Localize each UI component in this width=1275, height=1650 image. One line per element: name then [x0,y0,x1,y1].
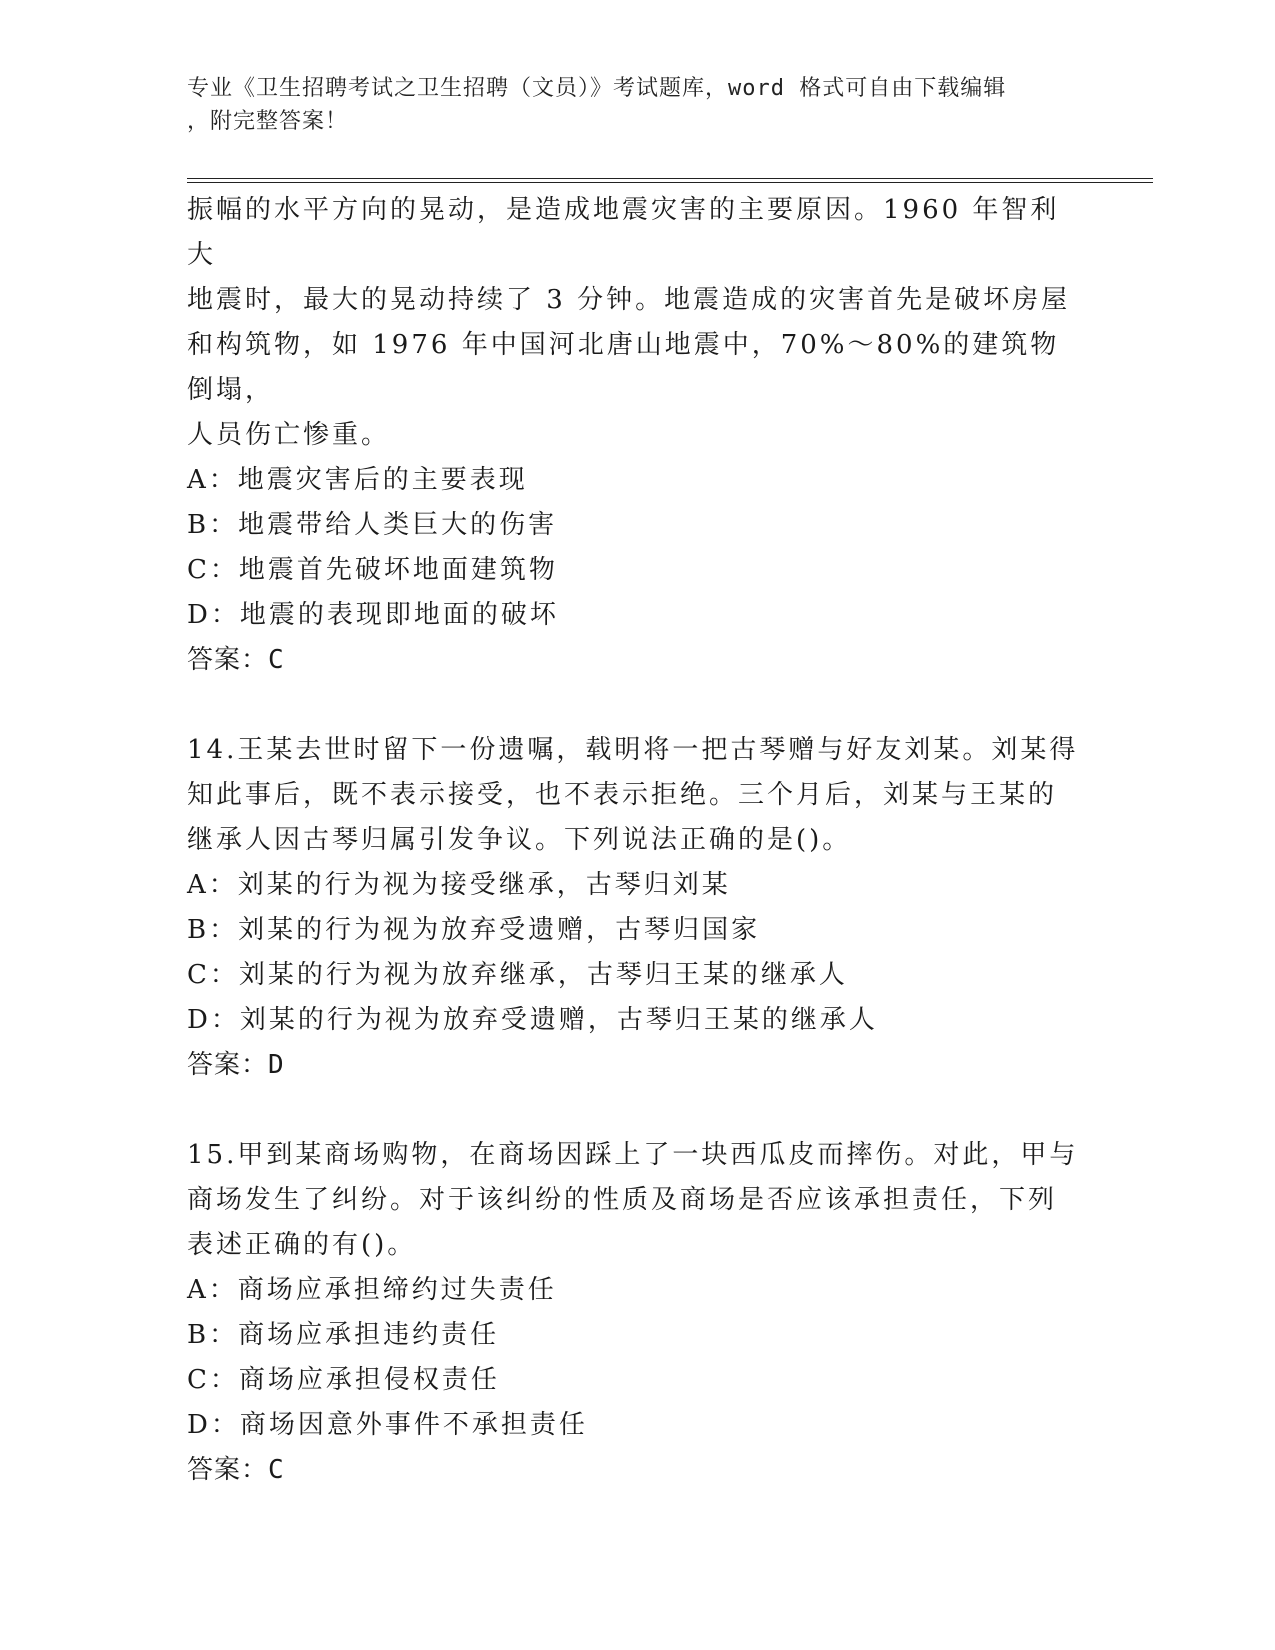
header-rule-top [187,178,1153,179]
option-a: A：商场应承担缔约过失责任 [187,1275,557,1305]
question-text-line: 地震时，最大的晃动持续了 3 分钟。地震造成的灾害首先是破坏房屋 [187,285,1071,315]
question-text-line: 表述正确的有()。 [187,1230,417,1260]
question-text-line: 14.王某去世时留下一份遗嘱，载明将一把古琴赠与好友刘某。刘某得 [187,735,1079,765]
header-line-1: 专业《卫生招聘考试之卫生招聘（文员）》考试题库，word 格式可自由下载编辑 [187,76,1007,101]
question-text-line: 和构筑物，如 1976 年中国河北唐山地震中，70%～80%的建筑物倒塌， [187,330,1060,405]
option-d: D：商场因意外事件不承担责任 [187,1410,588,1440]
question-text-line: 继承人因古琴归属引发争议。下列说法正确的是()。 [187,825,852,855]
question-13 [187,188,1087,683]
option-a: A：地震灾害后的主要表现 [187,465,528,495]
question-text-line: 15.甲到某商场购物，在商场因踩上了一块西瓜皮而摔伤。对此，甲与 [187,1140,1079,1170]
answer: 答案：D [187,1050,285,1080]
option-b: B：刘某的行为视为放弃受遗赠，古琴归国家 [187,915,761,945]
option-c: C：地震首先破坏地面建筑物 [187,555,558,585]
question-text-line: 振幅的水平方向的晃动，是造成地震灾害的主要原因。1960 年智利大 [187,195,1060,270]
header-rule-bottom [187,182,1153,183]
question-text-line: 人员伤亡惨重。 [187,420,391,450]
option-d: D：刘某的行为视为放弃受遗赠，古琴归王某的继承人 [187,1005,878,1035]
question-text-line: 商场发生了纠纷。对于该纠纷的性质及商场是否应该承担责任，下列 [187,1185,1058,1215]
option-c: C：商场应承担侵权责任 [187,1365,500,1395]
option-d: D：地震的表现即地面的破坏 [187,600,559,630]
question-14 [187,728,1087,1088]
header-line-2: ，附完整答案！ [187,109,349,134]
option-b: B：地震带给人类巨大的伤害 [187,510,558,540]
document-header [187,72,1087,138]
answer: 答案：C [187,1455,285,1485]
option-c: C：刘某的行为视为放弃继承，古琴归王某的继承人 [187,960,848,990]
answer: 答案：C [187,645,285,675]
option-b: B：商场应承担违约责任 [187,1320,500,1350]
question-text-line: 知此事后，既不表示接受，也不表示拒绝。三个月后，刘某与王某的 [187,780,1058,810]
document-content [187,188,1087,1493]
question-15 [187,1133,1087,1493]
option-a: A：刘某的行为视为接受继承，古琴归刘某 [187,870,731,900]
